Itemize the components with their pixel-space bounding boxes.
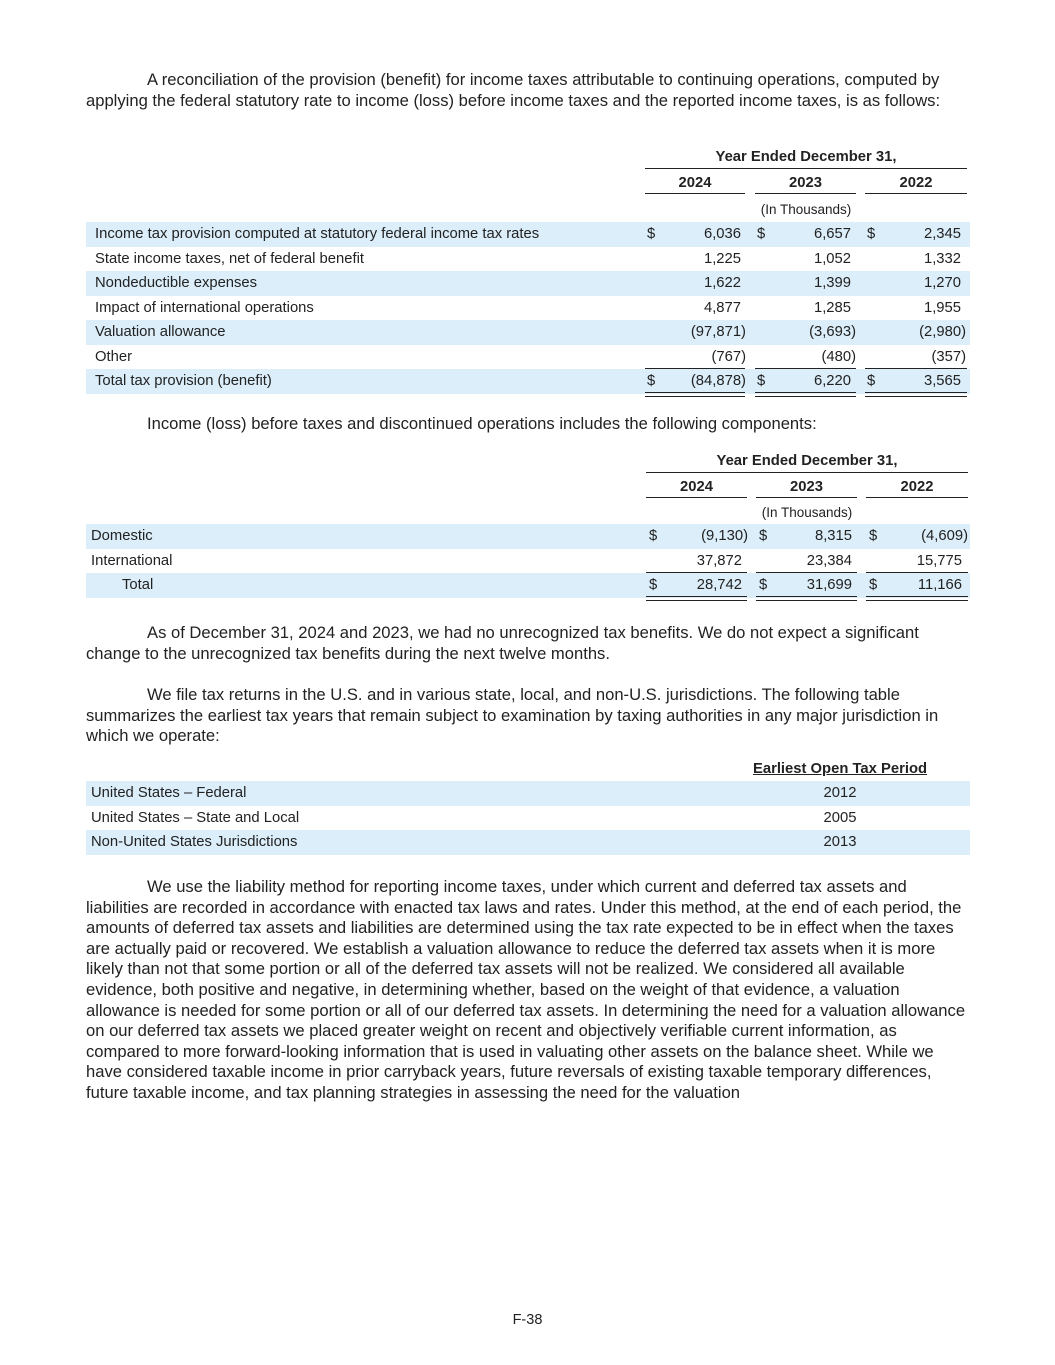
total-double-rule <box>755 392 856 397</box>
currency-symbol: $ <box>757 226 766 242</box>
table-row: International 37,872 23,384 15,775 <box>91 552 962 569</box>
currency-symbol: $ <box>759 528 768 544</box>
table-row-total: Total tax provision (benefit) $ (84,878) $ 6,220 $ 3,565 <box>86 369 970 394</box>
tax-returns-paragraph: We file tax returns in the U.S. and in various state, local, and non-U.S. jurisdictions. The following table summarizes the earliest tax years that remain subject to examination by taxing authorities in any major jurisdiction in which we operate: <box>86 685 939 746</box>
table-row: Nondeductible expenses 1,622 1,399 1,270 <box>86 271 970 296</box>
year-2023-header: 2023 <box>789 175 822 191</box>
page-number: F-38 <box>512 1312 543 1328</box>
year-2022-header: 2022 <box>899 175 933 191</box>
total-double-rule <box>645 392 745 397</box>
table-row: United States – Federal 2012 <box>86 781 970 806</box>
currency-symbol: $ <box>757 373 766 389</box>
table-row: Non-United States Jurisdictions 2013 <box>86 830 970 855</box>
units-label: (In Thousands) <box>761 505 853 520</box>
currency-symbol: $ <box>647 226 656 242</box>
intro-paragraph: A reconciliation of the provision (benefit) for income taxes attributable to continuing operations, computed by applying the federal statutory rate to income (loss) before income taxes and the reported income taxes, is as follows: <box>86 70 941 110</box>
header-rule <box>646 472 968 473</box>
year-rule <box>756 497 857 498</box>
unrecognized-benefits-paragraph: As of December 31, 2024 and 2023, we had no unrecognized tax benefits. We do not expect a significant change to the unrecognized tax benefits during the next twelve months. <box>86 623 919 663</box>
liability-method-paragraph: We use the liability method for reporting income taxes, under which current and deferred tax assets and liabilities are recorded in accordance with enacted tax laws and rates. Under this method, at the end of each period, the amounts of deferred tax assets and liabilities are determined using the tax rate expected to be in effect when the taxes are actually paid or recovered. We establish a valuation allowance to reduce the deferred tax assets when it is more likely than not that some portion or all of the deferred tax assets will not be realized. We considered all available evidence, both positive and negative, in determining whether, based on the weight of that evidence, a valuation allowance is needed for some portion or all of our deferred tax assets. In determining the need for a valuation allowance on our deferred tax assets we placed greater weight on recent and objectively verifiable current information, as compared to more forward-looking information that is used in valuating other assets on the balance sheet. While we have considered taxable income in prior carryback years, future reversals of existing taxable temporary differences, future taxable income, and tax planning strategies in assessing the need for the valuation <box>86 877 966 1102</box>
year-rule <box>865 193 967 194</box>
total-double-rule <box>866 596 968 601</box>
table-row: Impact of international operations 4,877 1,285 1,955 <box>95 299 961 316</box>
components-intro-paragraph: Income (loss) before taxes and discontinued operations includes the following components: <box>147 414 817 433</box>
header-rule <box>645 168 967 169</box>
currency-symbol: $ <box>759 577 768 593</box>
period-header: Year Ended December 31, <box>715 149 897 165</box>
table-row: Valuation allowance (97,871) (3,693) (2,980) <box>86 320 970 345</box>
table-row: Other (767) (480) (357) <box>95 348 966 365</box>
table-row-total: Total $ 28,742 $ 31,699 $ 11,166 <box>86 573 970 598</box>
earliest-open-tax-period-header: Earliest Open Tax Period <box>752 761 928 777</box>
currency-symbol: $ <box>649 577 658 593</box>
year-rule <box>645 193 745 194</box>
table-row: Income tax provision computed at statutory federal income tax rates $ 6,036 $ 6,657 $ 2,345 <box>86 222 970 247</box>
income-components-table <box>86 450 970 602</box>
total-double-rule <box>865 392 967 397</box>
open-tax-period-table <box>86 760 970 856</box>
units-label: (In Thousands) <box>760 202 852 217</box>
year-rule <box>866 497 968 498</box>
currency-symbol: $ <box>869 528 878 544</box>
total-double-rule <box>646 596 747 601</box>
year-rule <box>646 497 747 498</box>
period-header: Year Ended December 31, <box>716 453 898 469</box>
total-double-rule <box>756 596 857 601</box>
currency-symbol: $ <box>867 373 876 389</box>
table-row: Domestic $ (9,130) $ 8,315 $ (4,609) <box>86 524 970 549</box>
currency-symbol: $ <box>647 373 656 389</box>
currency-symbol: $ <box>869 577 878 593</box>
year-2023-header: 2023 <box>790 479 823 495</box>
year-2022-header: 2022 <box>900 479 934 495</box>
year-2024-header: 2024 <box>678 175 712 191</box>
table-row: State income taxes, net of federal benefit 1,225 1,052 1,332 <box>95 250 961 267</box>
year-rule <box>755 193 856 194</box>
currency-symbol: $ <box>649 528 658 544</box>
tax-reconciliation-table <box>86 146 970 396</box>
currency-symbol: $ <box>867 226 876 242</box>
year-2024-header: 2024 <box>680 479 713 495</box>
table-row: United States – State and Local 2005 <box>91 809 857 826</box>
